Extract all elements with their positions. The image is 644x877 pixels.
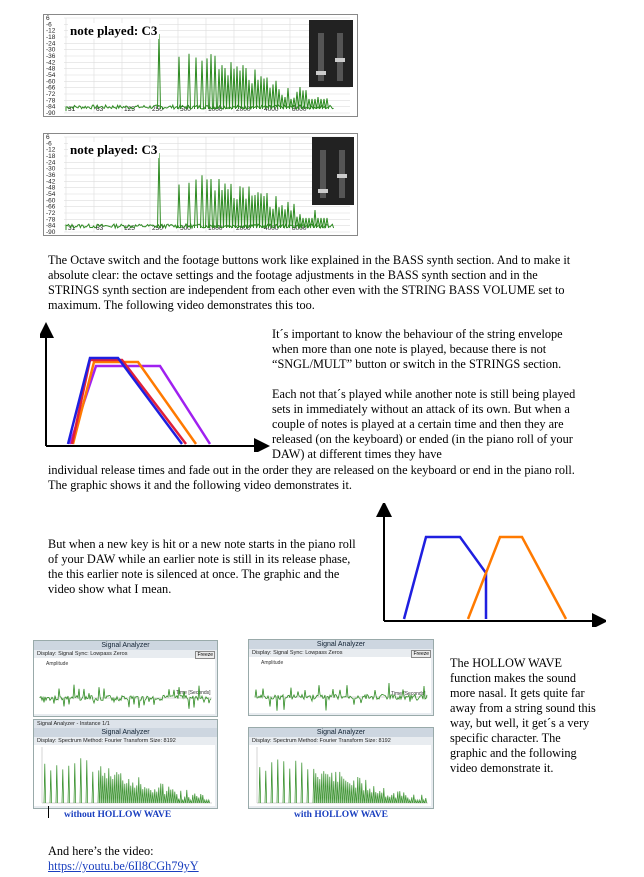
y-tick-label: -42 <box>46 178 56 186</box>
y-tick-label: -30 <box>46 165 56 173</box>
freeze-button[interactable]: Freeze <box>197 652 213 658</box>
analyzer-toolbar[interactable]: Display: Signal Sync: Lowpass Zeros <box>252 650 343 656</box>
y-tick-label: 6 <box>46 15 50 22</box>
y-tick-label: -72 <box>46 210 56 217</box>
y-tick-label: -78 <box>46 97 56 105</box>
y-tick-label: -42 <box>46 59 56 67</box>
amplitude-axis-label: Amplitude <box>46 661 69 667</box>
y-tick-label: -6 <box>46 140 52 148</box>
caption-marker-line <box>48 806 49 818</box>
x-tick-label: 125 <box>124 106 135 113</box>
window-title: Signal Analyzer <box>249 640 433 649</box>
spectrum-plot <box>34 745 215 806</box>
y-tick-label: -66 <box>46 203 56 211</box>
x-tick-label: 250 <box>152 106 163 113</box>
y-tick-label: -12 <box>46 27 56 35</box>
signal-analyzer-with-hollow-top <box>248 639 434 716</box>
y-tick-label: -36 <box>46 53 56 60</box>
y-tick-label: -60 <box>46 197 56 205</box>
level-meter-panel <box>309 20 353 87</box>
y-tick-label: -18 <box>46 153 56 160</box>
x-tick-label: 500 <box>180 106 191 113</box>
x-tick-label: 8000 <box>292 106 307 113</box>
y-tick-label: -48 <box>46 65 56 73</box>
y-tick-label: -78 <box>46 216 56 224</box>
video-link[interactable]: https://youtu.be/6Il8CGh79yY <box>48 859 199 873</box>
y-tick-label: -24 <box>46 40 56 48</box>
y-tick-label: -84 <box>46 103 56 111</box>
string-envelope-multi-release-graphic <box>40 322 270 452</box>
time-axis-label: Time [Seconds] <box>176 690 211 696</box>
waveform-plot <box>34 658 215 714</box>
y-tick-label: -66 <box>46 84 56 92</box>
y-tick-label: 6 <box>46 134 50 141</box>
string-envelope-new-key-graphic <box>376 503 606 627</box>
window-title: Signal Analyzer <box>249 728 433 737</box>
analyzer-toolbar[interactable]: Display: Spectrum Method: Fourier Transform Size: 8192 <box>37 738 176 744</box>
x-tick-label: 2000 <box>236 225 251 232</box>
note-played-label: note played: C3 <box>70 23 158 38</box>
y-tick-label: -60 <box>46 78 56 86</box>
x-tick-label: 1000 <box>208 106 223 113</box>
y-tick-label: -54 <box>46 191 56 198</box>
y-tick-label: -30 <box>46 46 56 54</box>
y-tick-label: -12 <box>46 146 56 154</box>
analyzer-toolbar[interactable]: Display: Spectrum Method: Fourier Transform Size: 8192 <box>252 738 391 744</box>
window-title: Signal Analyzer <box>34 641 217 650</box>
note-played-label: note played: C3 <box>70 142 158 157</box>
x-tick-label: 4000 <box>264 106 279 113</box>
time-axis-label: Time [Seconds] <box>391 691 426 697</box>
x-tick-label: 125 <box>124 225 135 232</box>
octave-paragraph: The Octave switch and the footage buttons work like explained in the BASS synth section. And to make it absolute clear: the octave settings and the footage adjustments in the BASS synth section and in the STRINGS synth section are independent from each other even with the STRING BASS VOLUME set to maximum. The following video demonstrates this too. <box>48 253 571 312</box>
y-tick-label: -90 <box>46 110 56 116</box>
y-tick-label: -48 <box>46 184 56 192</box>
signal-analyzer-with-hollow-bottom <box>248 727 434 809</box>
x-tick-label: 4000 <box>264 225 279 232</box>
x-tick-label: 500 <box>180 225 191 232</box>
x-tick-label: 63 <box>96 225 104 232</box>
signal-analyzer-without-hollow-bottom <box>33 719 218 809</box>
instance-tab[interactable]: Signal Analyzer - Instance 1/1 <box>34 720 217 728</box>
spectrum-analyzer-bottom <box>43 133 358 236</box>
envelope-paragraph-2: Each not that´s played while another note is still being played sets in immediately without an attack of its own. But when a couple of notes is played at a certain time and then they are released (on the keyboard) or ended (in the piano roll of your DAW) at different times they have <box>272 387 576 461</box>
x-tick-label: 31 <box>68 106 76 113</box>
amplitude-axis-label: Amplitude <box>261 660 284 666</box>
x-tick-label: 31 <box>68 225 76 232</box>
y-tick-label: -6 <box>46 21 52 29</box>
x-tick-label: 2000 <box>236 106 251 113</box>
y-tick-label: -90 <box>46 229 56 235</box>
spectrum-plot <box>249 745 431 806</box>
signal-analyzer-without-hollow-top <box>33 640 218 717</box>
new-key-paragraph: But when a new key is hit or a new note starts in the piano roll of your DAW while an earlier note is still in its release phase, the this earlier note is silenced at once. The graphic and the video show what I mean. <box>48 537 356 596</box>
x-tick-label: 250 <box>152 225 163 232</box>
y-tick-label: -84 <box>46 222 56 230</box>
video-intro: And here’s the video: <box>48 844 154 858</box>
x-tick-label: 63 <box>96 106 104 113</box>
analyzer-toolbar[interactable]: Display: Signal Sync: Lowpass Zeros <box>37 651 128 657</box>
envelope-orange-new <box>468 537 566 619</box>
hollow-wave-paragraph: The HOLLOW WAVE function makes the sound more nasal. It gets quite far away from a string sound this way, but well, it get´s a very specific character. The graphic and the following video demonstrate it. <box>450 656 596 775</box>
waveform-plot <box>249 657 431 713</box>
caption-with-hollow-wave: with HOLLOW WAVE <box>294 810 388 820</box>
envelope-paragraph-1: It´s important to know the behaviour of the string envelope when more than one note is played, because there is not “SNGL/MULT” button or switch in the STRINGS section. <box>272 327 563 371</box>
window-title: Signal Analyzer <box>34 728 217 737</box>
y-tick-label: -18 <box>46 34 56 41</box>
x-tick-label: 8000 <box>292 225 307 232</box>
y-tick-label: -36 <box>46 172 56 179</box>
spectrum-analyzer-top <box>43 14 358 117</box>
caption-without-hollow-wave: without HOLLOW WAVE <box>64 810 172 820</box>
freeze-button[interactable]: Freeze <box>413 651 429 657</box>
level-meter-panel <box>312 137 354 205</box>
x-tick-label: 1000 <box>208 225 223 232</box>
envelope-paragraph-3: individual release times and fade out in the order they are released on the keyboard or end in the piano roll. The graphic shows it and the following video demonstrates it. <box>48 463 575 492</box>
y-tick-label: -24 <box>46 159 56 167</box>
y-tick-label: -72 <box>46 91 56 98</box>
y-tick-label: -54 <box>46 72 56 79</box>
